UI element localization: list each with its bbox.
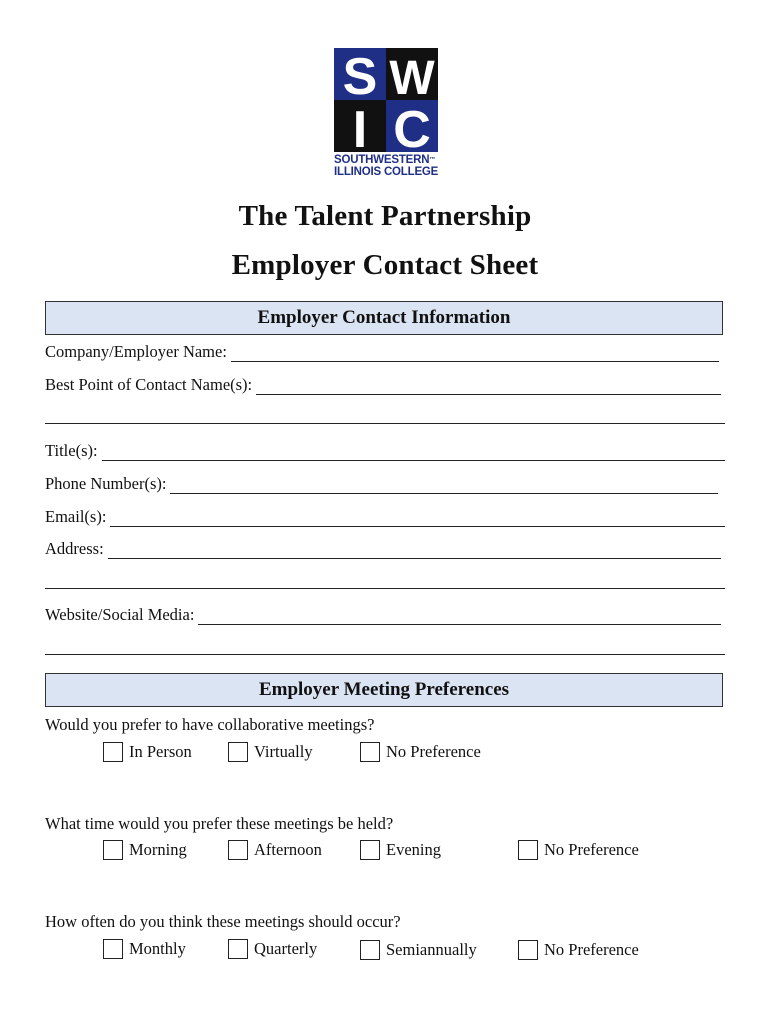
- company-label: Company/Employer Name:: [45, 342, 227, 361]
- checkbox[interactable]: [518, 840, 538, 860]
- email-label: Email(s):: [45, 507, 107, 526]
- option-quarterly[interactable]: [228, 939, 317, 959]
- address-field[interactable]: [45, 539, 721, 559]
- logo-tm: ™: [429, 157, 436, 163]
- option-no-preference-frequency[interactable]: [518, 940, 639, 960]
- logo-letter-i: I: [352, 101, 368, 152]
- option-semiannually[interactable]: [360, 940, 477, 960]
- logo-line1: SOUTHWESTERN: [334, 154, 430, 166]
- poc-field[interactable]: [45, 375, 721, 395]
- address-line[interactable]: [108, 544, 721, 559]
- poc-label: Best Point of Contact Name(s):: [45, 375, 253, 394]
- option-morning[interactable]: [103, 840, 187, 860]
- page-title: The Talent Partnership: [238, 200, 532, 232]
- checkbox[interactable]: [228, 939, 248, 959]
- website-continuation-line[interactable]: [45, 654, 725, 655]
- title-line[interactable]: [102, 446, 725, 461]
- checkbox[interactable]: [228, 840, 248, 860]
- poc-line[interactable]: [256, 380, 721, 395]
- website-field[interactable]: [45, 605, 721, 625]
- checkbox[interactable]: [103, 939, 123, 959]
- poc-continuation-line[interactable]: [45, 423, 725, 424]
- option-label: Semiannually: [386, 940, 477, 959]
- contact-section-header: Employer Contact Information: [45, 301, 723, 335]
- option-label: Monthly: [129, 939, 186, 958]
- checkbox[interactable]: [360, 940, 380, 960]
- website-label: Website/Social Media:: [45, 605, 195, 624]
- question-meeting-time: What time would you prefer these meetings be held?: [45, 814, 394, 833]
- page-subtitle: Employer Contact Sheet: [231, 249, 539, 281]
- phone-field[interactable]: [45, 474, 718, 494]
- logo-letter-w: W: [389, 52, 435, 105]
- question-meeting-frequency: How often do you think these meetings should occur?: [45, 912, 401, 931]
- swic-logo: [334, 48, 446, 178]
- company-field[interactable]: [45, 342, 719, 362]
- website-line[interactable]: [198, 610, 721, 625]
- checkbox[interactable]: [228, 742, 248, 762]
- company-line[interactable]: [231, 347, 719, 362]
- meeting-section-header: Employer Meeting Preferences: [45, 673, 723, 707]
- logo-letter-c: C: [393, 101, 431, 152]
- option-evening[interactable]: [360, 840, 441, 860]
- question-meeting-format: Would you prefer to have collaborative meetings?: [45, 715, 375, 734]
- title-label: Title(s):: [45, 441, 98, 460]
- checkbox[interactable]: [518, 940, 538, 960]
- address-continuation-line[interactable]: [45, 588, 725, 589]
- phone-label: Phone Number(s):: [45, 474, 167, 493]
- checkbox[interactable]: [103, 742, 123, 762]
- option-label: Virtually: [254, 742, 313, 761]
- phone-line[interactable]: [170, 479, 718, 494]
- checkbox[interactable]: [103, 840, 123, 860]
- email-line[interactable]: [110, 512, 725, 527]
- option-label: Morning: [129, 840, 187, 859]
- checkbox[interactable]: [360, 840, 380, 860]
- option-label: Quarterly: [254, 939, 318, 958]
- email-field[interactable]: [45, 507, 725, 527]
- option-in-person[interactable]: [103, 742, 192, 762]
- logo-letter-s: S: [342, 48, 378, 106]
- swic-logo-mark: [334, 48, 438, 152]
- option-afternoon[interactable]: [228, 840, 322, 860]
- option-label: In Person: [129, 742, 192, 761]
- address-label: Address:: [45, 539, 104, 558]
- checkbox[interactable]: [360, 742, 380, 762]
- option-monthly[interactable]: [103, 939, 186, 959]
- option-no-preference-format[interactable]: [360, 742, 481, 762]
- option-label: No Preference: [386, 742, 481, 761]
- title-field[interactable]: [45, 441, 725, 461]
- option-no-preference-time[interactable]: [518, 840, 639, 860]
- option-label: Afternoon: [254, 840, 322, 859]
- option-label: Evening: [386, 840, 441, 859]
- option-label: No Preference: [544, 840, 639, 859]
- option-virtually[interactable]: [228, 742, 313, 762]
- logo-wordmark: [334, 154, 446, 178]
- option-label: No Preference: [544, 940, 639, 959]
- logo-line2: ILLINOIS COLLEGE: [334, 166, 439, 178]
